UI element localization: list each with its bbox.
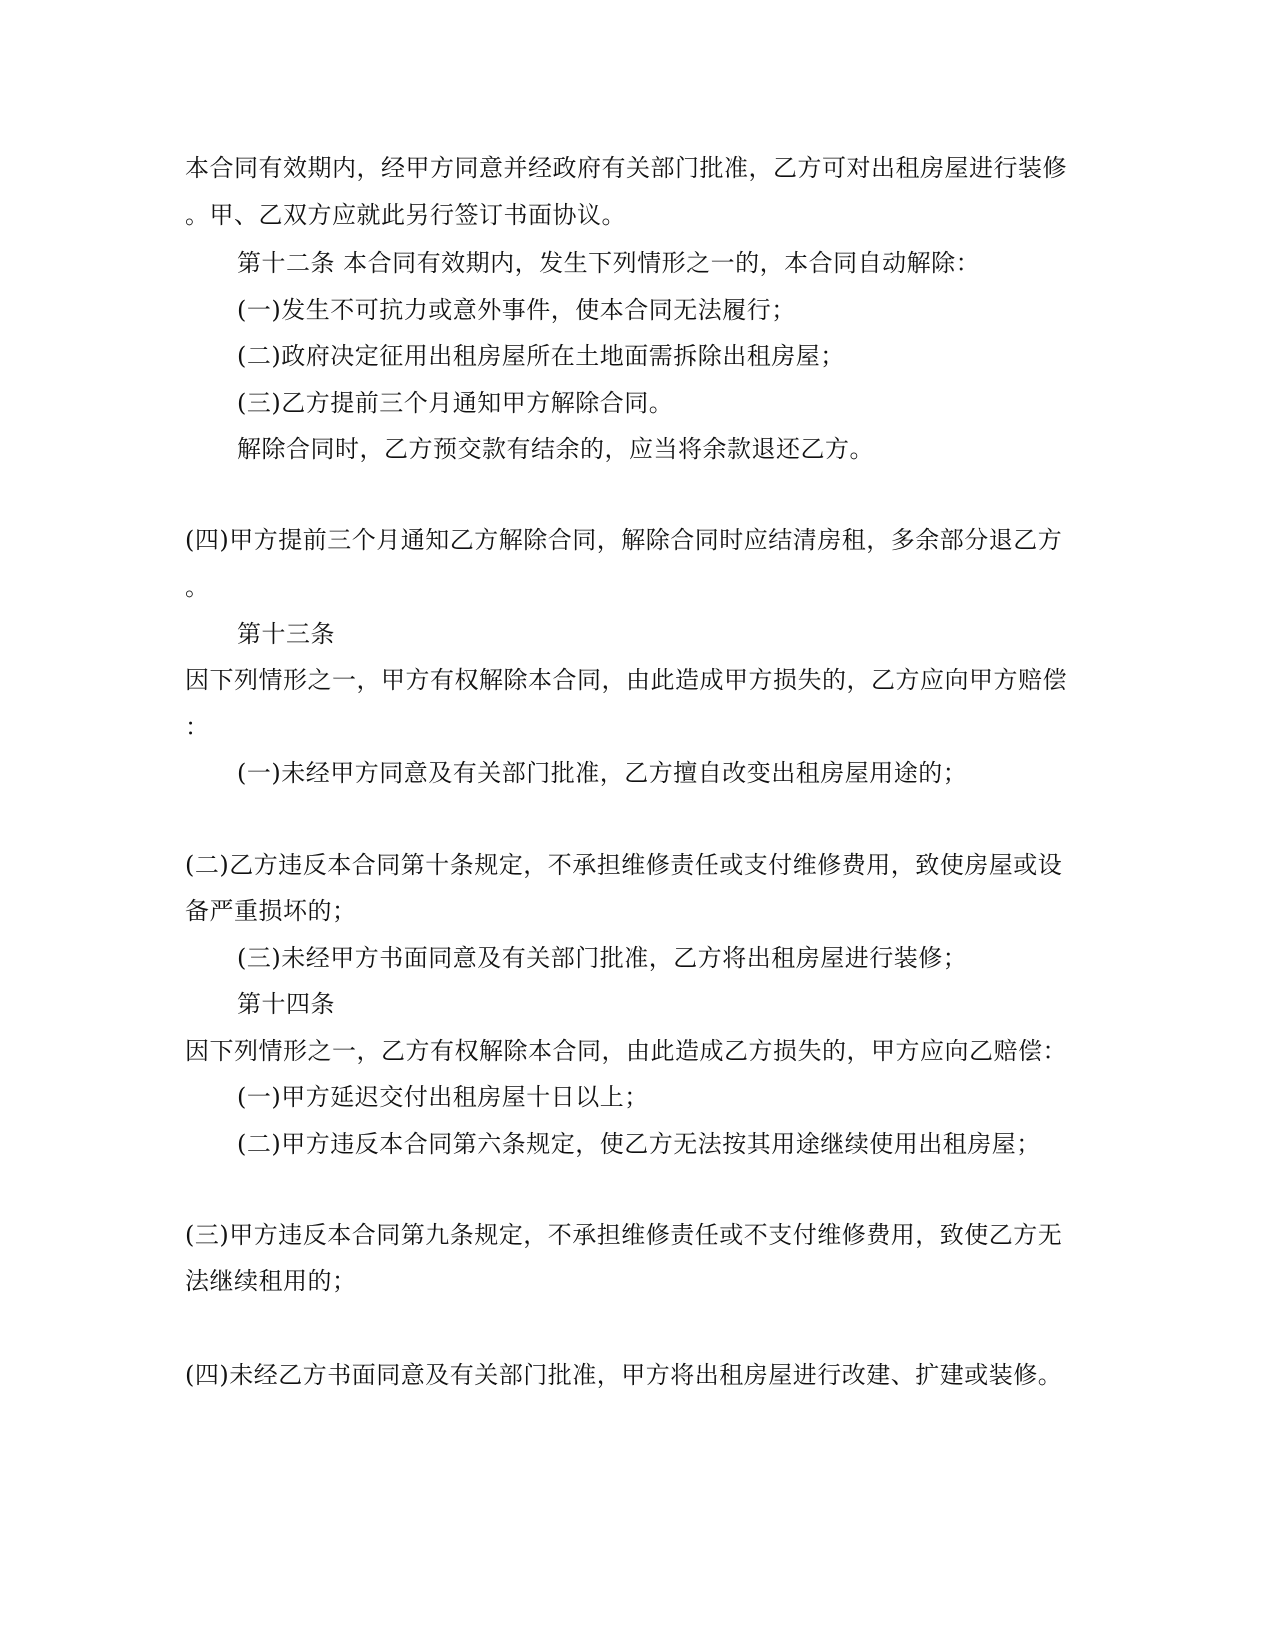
list-item: (一)未经甲方同意及有关部门批准，乙方擅自改变出租房屋用途的； [237,759,968,787]
list-item: (二)甲方违反本合同第六条规定，使乙方无法按其用途继续使用出租房屋； [237,1130,1041,1158]
text-line: 。 [185,573,210,601]
text-line: 解除合同时，乙方预交款有结余的，应当将余款退还乙方。 [237,435,874,463]
article-14-heading: 第十四条 [237,990,335,1018]
text-line: 本合同有效期内，经甲方同意并经政府有关部门批准，乙方可对出租房屋进行装修 [185,154,1067,182]
list-item: (四)甲方提前三个月通知乙方解除合同，解除合同时应结清房租，多余部分退乙方 [185,526,1063,554]
list-item: (三)乙方提前三个月通知甲方解除合同。 [237,389,674,417]
text-line: 。甲、乙双方应就此另行签订书面协议。 [185,201,626,229]
list-item: (三)未经甲方书面同意及有关部门批准，乙方将出租房屋进行装修； [237,944,968,972]
list-item: (一)甲方延迟交付出租房屋十日以上； [237,1083,649,1111]
text-line: 因下列情形之一，甲方有权解除本合同，由此造成甲方损失的，乙方应向甲方赔偿 [185,666,1067,694]
text-line: 法继续租用的； [185,1267,357,1295]
text-line: ： [185,713,210,741]
text-line: 备严重损坏的； [185,897,357,925]
article-13-heading: 第十三条 [237,620,335,648]
list-item: (四)未经乙方书面同意及有关部门批准，甲方将出租房屋进行改建、扩建或装修。 [185,1361,1063,1389]
list-item: (一)发生不可抗力或意外事件，使本合同无法履行； [237,296,796,324]
article-12-heading: 第十二条 本合同有效期内，发生下列情形之一的，本合同自动解除： [237,249,981,277]
list-item: (二)政府决定征用出租房屋所在土地面需拆除出租房屋； [237,342,845,370]
list-item: (三)甲方违反本合同第九条规定，不承担维修责任或不支付维修费用，致使乙方无 [185,1221,1063,1249]
list-item: (二)乙方违反本合同第十条规定，不承担维修责任或支付维修费用，致使房屋或设 [185,851,1063,879]
text-line: 因下列情形之一，乙方有权解除本合同，由此造成乙方损失的，甲方应向乙赔偿： [185,1037,1067,1065]
